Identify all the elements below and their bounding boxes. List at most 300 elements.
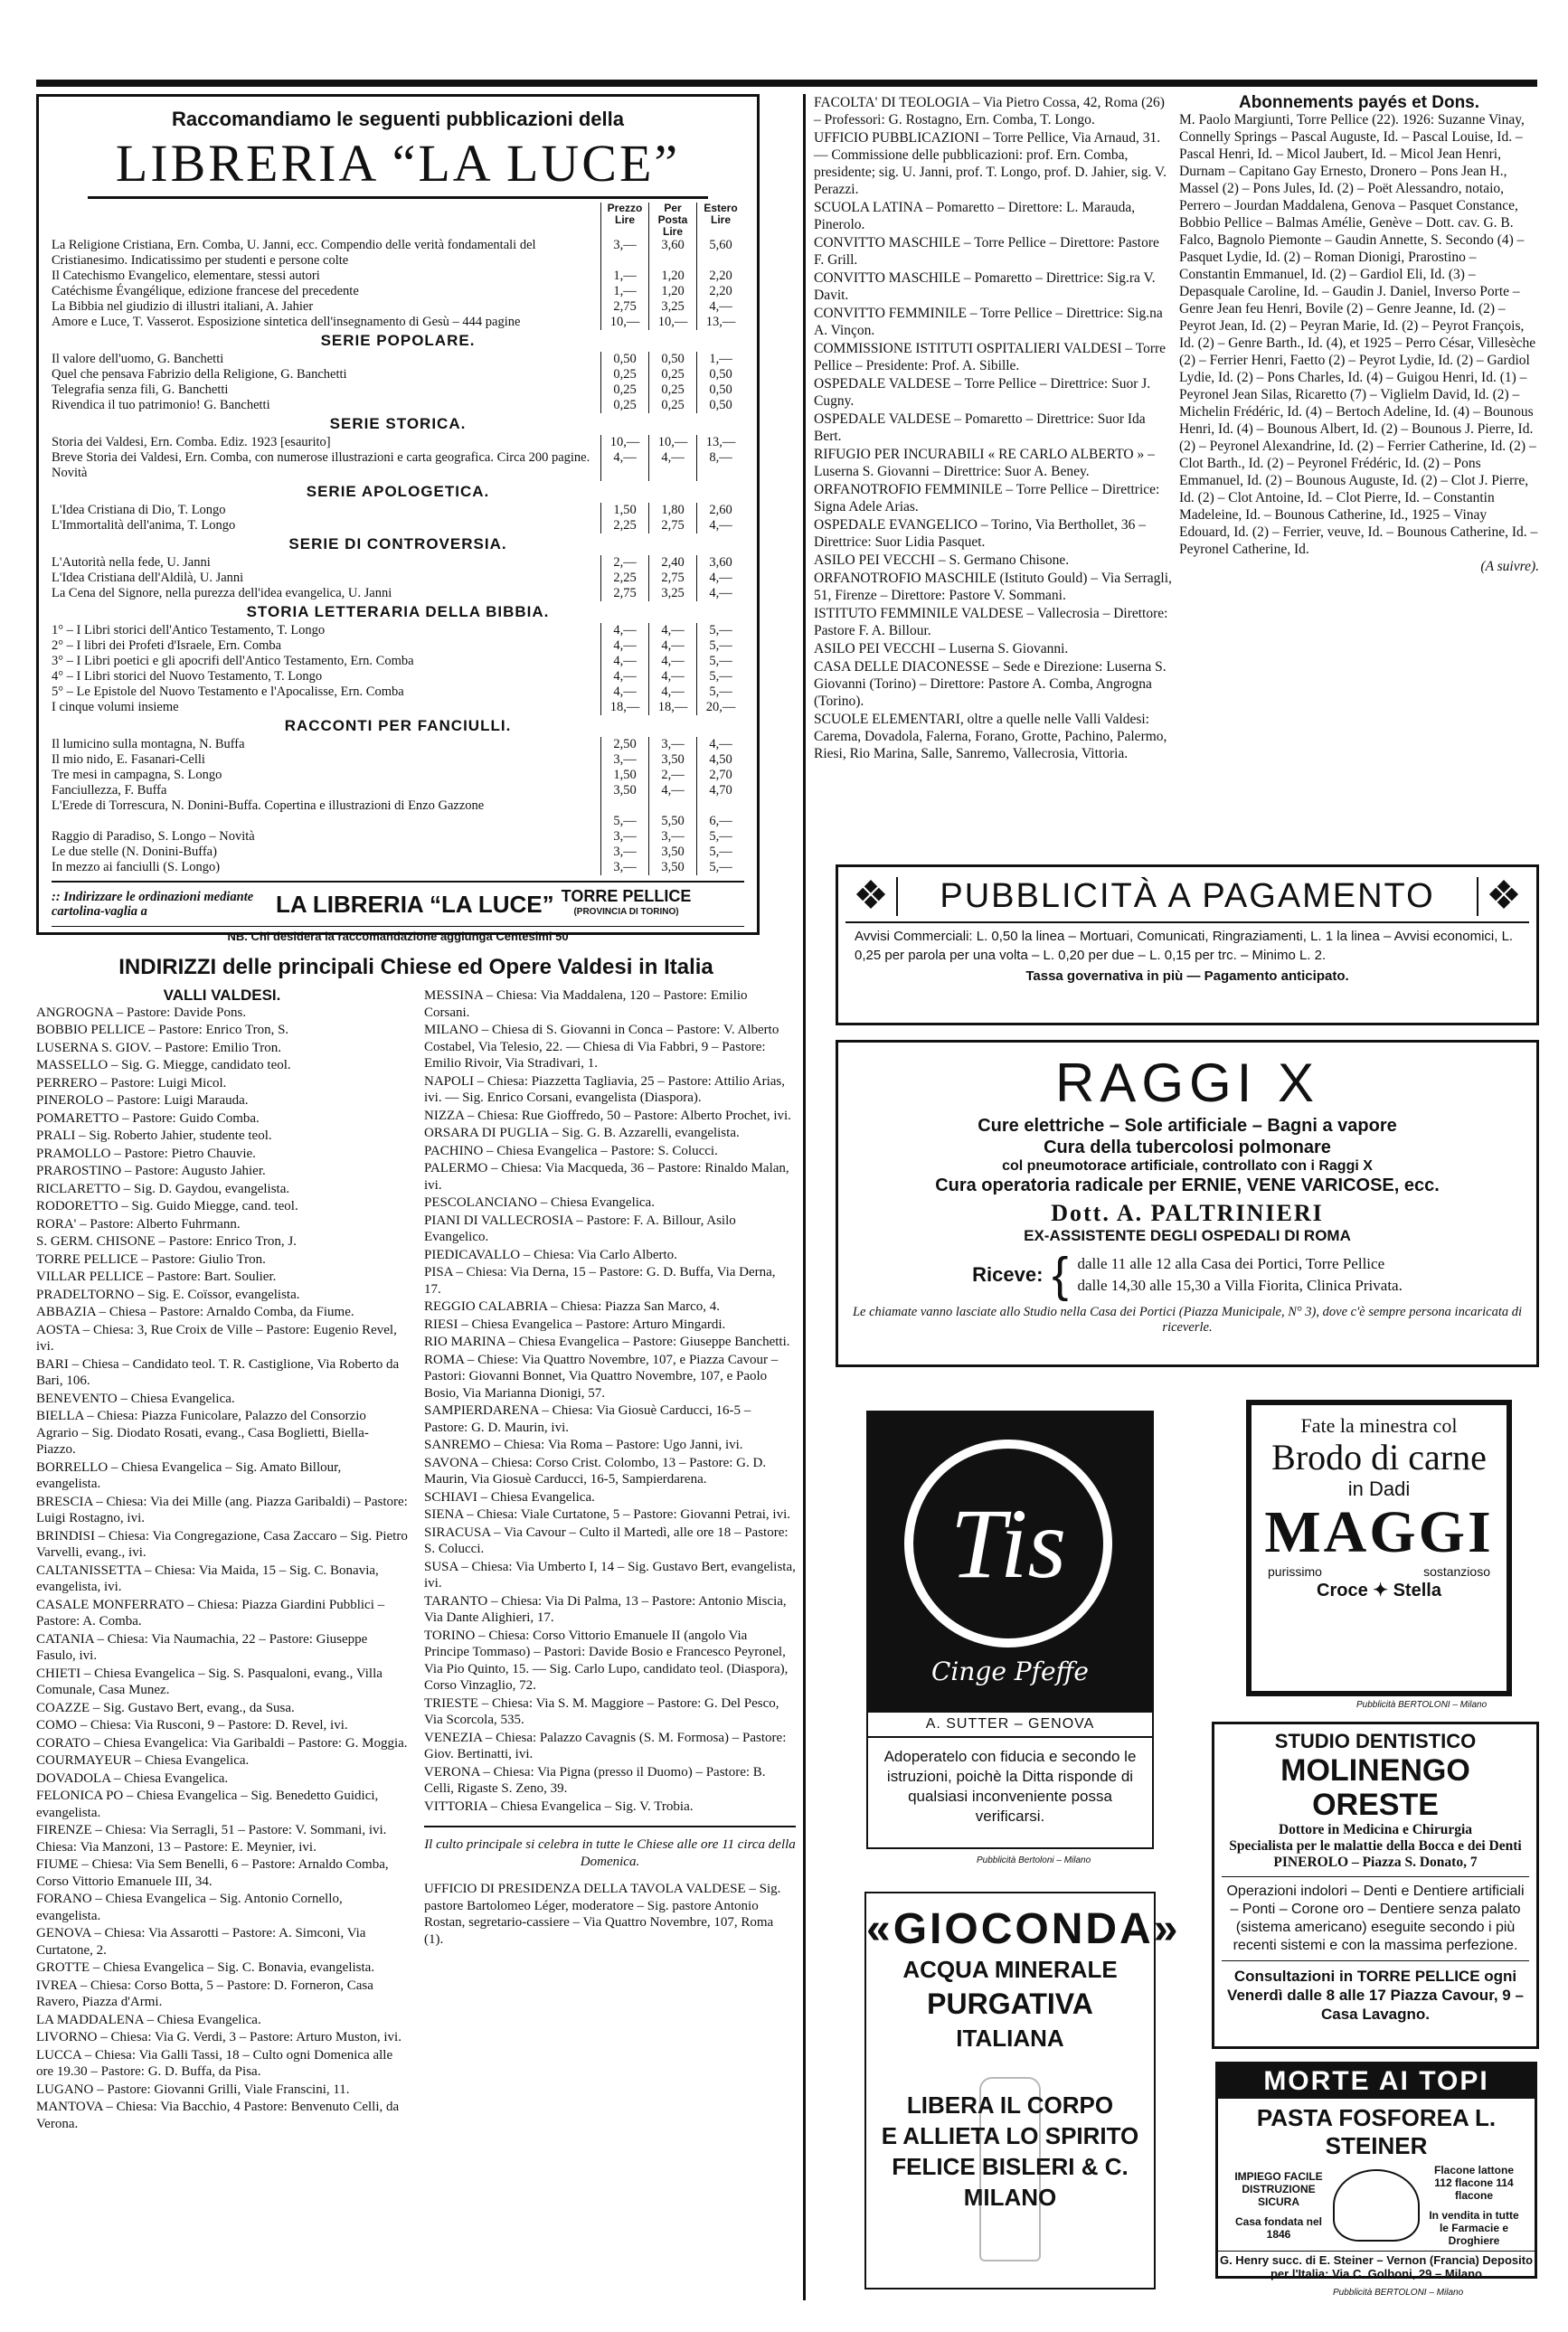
address-entry: ABBAZIA – Chiesa – Pastore: Arnaldo Comba, da Fiume. <box>36 1305 354 1319</box>
book-list <box>52 435 744 481</box>
address-entry: PALERMO – Chiesa: Via Macqueda, 36 – Pastore: Rinaldo Malan, ivi. <box>424 1161 789 1193</box>
tis-logo: Tis <box>904 1440 1112 1648</box>
book-price: 8,— <box>696 450 744 481</box>
book-title: Il Catechismo Evangelico, elementare, stessi autori <box>52 269 320 283</box>
book-price: 5,— <box>696 845 744 860</box>
book-price: 1,80 <box>648 503 696 518</box>
book-price: 18,— <box>648 700 696 715</box>
book-price: 5,— <box>696 860 744 875</box>
book-row <box>52 269 744 284</box>
address-entry: FACOLTA' DI TEOLOGIA – Via Pietro Cossa, 42, Roma (26) – Professori: G. Rostagno, Ern. Comba, T. Longo. <box>814 95 1165 127</box>
book-row <box>52 450 744 481</box>
address-entry: ANGROGNA – Pastore: Davide Pons. <box>36 1005 247 1020</box>
price-headers <box>52 203 744 238</box>
address-entry: RODORETTO – Sig. Guido Miegge, cand. teol. <box>36 1199 298 1213</box>
book-list <box>52 238 744 330</box>
book-list <box>52 555 744 601</box>
address-entry: CALTANISSETTA – Chiesa: Via Maida, 15 – Sig. C. Bonavia, evangelista, ivi. <box>36 1563 379 1594</box>
book-title: Le due stelle (N. Donini-Buffa) <box>52 845 217 859</box>
book-title: I cinque volumi insieme <box>52 700 179 714</box>
book-price: 4,— <box>696 299 744 315</box>
address-entry: PRADELTORNO – Sig. E. Coïssor, evangelista. <box>36 1287 300 1302</box>
maggi-prop: sostanzioso <box>1423 1564 1490 1579</box>
book-price: 5,— <box>696 829 744 845</box>
address-entry: BARI – Chiesa – Candidato teol. T. R. Castiglione, Via Roberto da Bari, 106. <box>36 1356 400 1388</box>
raggi-note: Le chiamate vanno lasciate allo Studio nella Casa dei Portici (Piazza Municipale, N° 3), dove c'è sempre persona incaricata di riceverle. <box>852 1305 1523 1335</box>
topi-credit: Pubblicità BERTOLONI – Milano <box>1333 2288 1464 2298</box>
address-entry: NIZZA – Chiesa: Rue Gioffredo, 50 – Pastore: Alberto Prochet, ivi. <box>424 1108 791 1123</box>
gioconda-line: LIBERA IL CORPO <box>906 2091 1114 2119</box>
maggi-ad <box>1246 1400 1512 1696</box>
address-list <box>36 1005 408 2133</box>
book-price: 4,— <box>600 623 648 638</box>
book-row <box>52 555 744 571</box>
topi-heading: MORTE AI TOPI <box>1218 2064 1535 2099</box>
address-entry: S. GERM. CHISONE – Pastore: Enrico Tron, J. <box>36 1234 297 1249</box>
address-entry: BENEVENTO – Chiesa Evangelica. <box>36 1391 235 1406</box>
address-entry: CASALE MONFERRATO – Chiesa: Piazza Giardini Pubblici – Pastore: A. Comba. <box>36 1597 385 1629</box>
maggi-name: MAGGI <box>1264 1499 1494 1565</box>
book-title: La Cena del Signore, nella purezza dell'idea evangelica, U. Janni <box>52 586 392 600</box>
book-row <box>52 684 744 700</box>
book-price: 10,— <box>648 435 696 450</box>
book-title: L'Immortalità dell'anima, T. Longo <box>52 518 236 533</box>
book-row <box>52 737 744 752</box>
book-title: Quel che pensava Fabrizio della Religione, G. Banchetti <box>52 367 347 382</box>
book-price: 5,— <box>696 669 744 684</box>
book-row <box>52 845 744 860</box>
book-price: 3,60 <box>696 555 744 571</box>
studio-consultazioni: Consultazioni in TORRE PELLICE ogni Venerdì dalle 8 alle 17 Piazza Cavour, 9 – Casa Lavagno. <box>1222 1960 1529 2024</box>
indirizzi-col-1 <box>36 987 408 2133</box>
topi-left <box>1229 2170 1328 2241</box>
address-entry: ROMA – Chiese: Via Quattro Novembre, 107, e Piazza Cavour – Pastori: Giovanni Bonnet, Via Quattro Novembre, 107, e Paolo Bosio, Via Marianna Dionigi, 57. <box>424 1352 779 1401</box>
book-price: 2,75 <box>648 571 696 586</box>
gioconda-line: ACQUA MINERALE <box>902 1956 1118 1983</box>
order-text: :: Indirizzare le ordinazioni mediante cartolina-vaglia a <box>52 890 254 919</box>
book-title: Tre mesi in campagna, S. Longo <box>52 768 222 782</box>
pubblicita-tassa: Tassa governativa in più — Pagamento anticipato. <box>1025 968 1349 984</box>
book-list <box>52 737 744 875</box>
book-title: L'Autorità nella fede, U. Janni <box>52 555 211 570</box>
section-racconti: RACCONTI PER FANCIULLI. <box>284 717 512 734</box>
address-entry: MESSINA – Chiesa: Via Maddalena, 120 – Pastore: Emilio Corsani. <box>424 988 748 1020</box>
book-price: 3,— <box>600 238 648 269</box>
gioconda-name: «GIOCONDA» <box>866 1905 1181 1953</box>
tis-panel <box>868 1412 1152 1713</box>
tis-text: Adoperatelo con fiducia e secondo le istruzioni, poichè la Ditta risponde di qualsiasi inconveniente possa verificarsi. <box>883 1748 1137 1825</box>
book-title: 3° – I Libri poetici e gli apocrifi dell'Antico Testamento, Ern. Comba <box>52 654 414 668</box>
book-price: 0,25 <box>600 367 648 382</box>
maggi-credit: Pubblicità BERTOLONI – Milano <box>1356 1700 1488 1710</box>
maggi-brodo: Brodo di carne <box>1271 1437 1487 1478</box>
book-price: 3,— <box>648 829 696 845</box>
rat-icon <box>1333 2169 1420 2242</box>
book-price: 2,20 <box>696 269 744 284</box>
address-entry: DOVADOLA – Chiesa Evangelica. <box>36 1770 229 1786</box>
book-price: 2,— <box>648 768 696 783</box>
address-entry: SCUOLE ELEMENTARI, oltre a quelle nelle Valli Valdesi: Carema, Dovadola, Falerna, Forano, Grotte, Pachino, Palermo, Riesi, Rio Marina, Salle, Sanremo, Vallecrosia, Vittoria. <box>814 712 1167 761</box>
studio-heading: STUDIO DENTISTICO <box>1274 1730 1477 1752</box>
book-row <box>52 829 744 845</box>
book-price: 2,75 <box>648 518 696 533</box>
price-header: Prezzo Lire <box>600 203 648 238</box>
book-list <box>52 503 744 533</box>
order-line <box>52 881 744 921</box>
address-entry: TORINO – Chiesa: Corso Vittorio Emanuele II (angolo Via Principe Tommaso) – Pastori: Davide Bosio e Francesco Peyronel, Via Pio Quinto, 15. — Sig. Carlo Lupo, candidato teol. (Diaspora), Corso Vinzaglio, 72. <box>424 1628 789 1693</box>
pubblicita-header <box>845 871 1529 923</box>
book-title: L'Idea Cristiana di Dio, T. Longo <box>52 503 226 517</box>
price-header: Estero Lire <box>696 203 744 238</box>
address-entry: VENEZIA – Chiesa: Palazzo Cavagnis (S. M. Formosa) – Pastore: Giov. Bertinatti, ivi. <box>424 1730 787 1761</box>
book-title: L'Idea Cristiana dell'Aldilà, U. Janni <box>52 571 244 585</box>
topi-left-text: IMPIEGO FACILE DISTRUZIONE SICURA <box>1234 2170 1323 2208</box>
gioconda-line: FELICE BISLERI & C. <box>892 2153 1129 2180</box>
book-title: 1° – I Libri storici dell'Antico Testamento, T. Longo <box>52 623 326 637</box>
address-entry: CASA DELLE DIACONESSE – Sede e Direzione: Luserna S. Giovanni (Torino) – Direttore: Pastore A. Comba, Angrogna (Torino). <box>814 659 1167 709</box>
book-row <box>52 700 744 715</box>
raggi-line: Cura della tubercolosi polmonare <box>1044 1138 1331 1157</box>
address-entry: LUCCA – Chiesa: Via Galli Tassi, 18 – Culto ogni Domenica alle ore 19.30 – Pastore: G. D. Buffa, da Pisa. <box>36 2047 393 2079</box>
pubblicita-title: PUBBLICITÀ A PAGAMENTO <box>896 877 1478 916</box>
pubblicita-box <box>836 864 1539 1025</box>
address-entry: PINEROLO – Pastore: Luigi Marauda. <box>36 1093 249 1108</box>
raggi-title: RAGGI X <box>1054 1053 1320 1113</box>
gioconda-line: ITALIANA <box>956 2025 1064 2052</box>
book-price: 5,60 <box>696 238 744 269</box>
maggi-props <box>1257 1564 1501 1579</box>
indirizzi-columns <box>36 987 796 2133</box>
section-popolare: SERIE POPOLARE. <box>320 332 476 349</box>
address-entry: CHIETI – Chiesa Evangelica – Sig. S. Pasqualoni, evang., Villa Comunale, Casa Munez. <box>36 1666 383 1697</box>
topi-footer: G. Henry succ. di E. Steiner – Vernon (Francia) Deposito per l'Italia: Via C. Golboni, 29 – Milano <box>1218 2251 1535 2280</box>
libreria-nb: NB. Chi desidera la raccomandazione aggiunga Centesimi 50 <box>52 926 744 943</box>
book-price: 1,50 <box>600 768 648 783</box>
address-entry: NAPOLI – Chiesa: Piazzetta Tagliavia, 25 – Pastore: Attilio Arias, ivi. — Sig. Enrico Corsani, evangelista (Diaspora). <box>424 1073 786 1105</box>
address-entry: CONVITTO MASCHILE – Torre Pellice – Direttore: Pastore F. Grill. <box>814 235 1159 268</box>
book-price: 0,50 <box>648 352 696 367</box>
book-price: 4,— <box>600 684 648 700</box>
address-entry: ASILO PEI VECCHI – S. Germano Chisone. <box>814 552 1070 568</box>
book-price: 0,50 <box>696 382 744 398</box>
book-title: Storia dei Valdesi, Ern. Comba. Ediz. 1923 [esaurito] <box>52 435 331 449</box>
book-title: Il lumicino sulla montagna, N. Buffa <box>52 737 245 751</box>
address-entry: TARANTO – Chiesa: Via Di Palma, 13 – Pastore: Antonio Miscia, Via Dante Alighieri, 17. <box>424 1593 787 1625</box>
book-price: 4,— <box>648 450 696 481</box>
maggi-dadi: in Dadi <box>1347 1478 1411 1500</box>
address-entry: RORA' – Pastore: Alberto Fuhrmann. <box>36 1216 241 1232</box>
address-entry: BRINDISI – Chiesa: Via Congregazione, Casa Zaccaro – Sig. Pietro Varvelli, evang., ivi. <box>36 1528 408 1560</box>
valli-title: VALLI VALDESI. <box>163 987 281 1004</box>
raggi-x-ad <box>836 1040 1539 1367</box>
libreria-box <box>36 94 760 943</box>
book-price: 3,— <box>600 845 648 860</box>
book-price: 3,60 <box>648 238 696 269</box>
book-row <box>52 860 744 875</box>
address-entry: TORRE PELLICE – Pastore: Giulio Tron. <box>36 1251 266 1267</box>
book-title: L'Erede di Torrescura, N. Donini-Buffa. Copertina e illustrazioni di Enzo Gazzone <box>52 798 485 813</box>
book-title: Rivendica il tuo patrimonio! G. Banchetti <box>52 398 270 412</box>
order-place-name: TORRE PELLICE <box>561 887 692 905</box>
abonnements-suivre: (A suivre). <box>1480 559 1539 574</box>
book-price: 3,— <box>600 829 648 845</box>
address-entry: IVREA – Chiesa: Corso Botta, 5 – Pastore: D. Forneron, Casa Ravero, Piazza d'Armi. <box>36 1978 373 2009</box>
book-price: 3,— <box>600 860 648 875</box>
book-price: 2,25 <box>600 518 648 533</box>
book-price: 3,50 <box>648 860 696 875</box>
book-price: 1,20 <box>648 269 696 284</box>
riceve-hours <box>1077 1253 1402 1297</box>
address-entry: CONVITTO FEMMINILE – Torre Pellice – Direttrice: Sig.na A. Vinçon. <box>814 306 1163 338</box>
section-controversia: SERIE DI CONTROVERSIA. <box>288 535 507 552</box>
maggi-croce-stella: Croce ✦ Stella <box>1317 1581 1441 1600</box>
address-entry: GROTTE – Chiesa Evangelica – Sig. C. Bonavia, evangelista. <box>36 1960 375 1975</box>
section-storica: SERIE STORICA. <box>329 415 467 432</box>
book-row <box>52 783 744 798</box>
address-entry: COAZZE – Sig. Gustavo Bert, evang., da Susa. <box>36 1700 295 1715</box>
istituti-list <box>814 94 1172 762</box>
maggi-prop: purissimo <box>1268 1564 1322 1579</box>
raggi-line: Cura operatoria radicale per ERNIE, VENE VARICOSE, ecc. <box>935 1175 1440 1195</box>
address-entry: PISA – Chiesa: Via Derna, 15 – Pastore: G. D. Buffa, Via Derna, 17. <box>424 1265 776 1297</box>
top-rule <box>36 80 1537 87</box>
address-entry: SAMPIERDARENA – Chiesa: Via Giosuè Carducci, 16-5 – Pastore: G. D. Maurin, ivi. <box>424 1403 751 1435</box>
book-price: 4,— <box>648 669 696 684</box>
studio-specialty: Specialista per le malattie della Bocca e dei Denti <box>1229 1838 1522 1854</box>
maggi-fate: Fate la minestra col <box>1300 1414 1458 1437</box>
tis-ad <box>866 1411 1154 1849</box>
book-price: 4,— <box>696 586 744 601</box>
topi-right-text: Flacone lattone 112 flacone 114 flacone <box>1433 2164 1514 2202</box>
address-entry: BIELLA – Chiesa: Piazza Funicolare, Palazzo del Consorzio Agrario – Sig. Diodato Rosati, evang., Casa Boglietti, Biella-Piazzo. <box>36 1409 369 1457</box>
book-price: 4,— <box>648 783 696 798</box>
book-price: 2,50 <box>600 737 648 752</box>
book-title: Il mio nido, E. Fasanari-Celli <box>52 752 205 767</box>
topi-name: PASTA FOSFOREA L. STEINER <box>1256 2104 1497 2159</box>
book-price: 3,— <box>600 752 648 768</box>
book-price: 2,60 <box>696 503 744 518</box>
tis-company: A. SUTTER – GENOVA <box>868 1713 1152 1738</box>
address-entry: FIUME – Chiesa: Via Sem Benelli, 6 – Pastore: Arnaldo Comba, Corso Vittorio Emanuele III, 34. <box>36 1857 389 1889</box>
book-price: 3,25 <box>648 299 696 315</box>
address-entry: FELONICA PO – Chiesa Evangelica – Sig. Benedetto Guidici, evangelista. <box>36 1789 379 1820</box>
book-price: 4,— <box>600 638 648 654</box>
book-price: 4,— <box>648 654 696 669</box>
book-title <box>52 814 600 829</box>
address-entry: VERONA – Chiesa: Via Pigna (presso il Duomo) – Pastore: B. Celli, Rigaste S. Zeno, 39. <box>424 1764 766 1796</box>
address-entry: REGGIO CALABRIA – Chiesa: Piazza San Marco, 4. <box>424 1299 721 1314</box>
gioconda-line: E ALLIETA LO SPIRITO <box>881 2122 1139 2149</box>
book-price: 5,50 <box>648 814 696 829</box>
book-price: 3,50 <box>600 783 648 798</box>
book-price: 1,50 <box>600 503 648 518</box>
book-price: 3,50 <box>648 752 696 768</box>
order-province: (PROVINCIA DI TORINO) <box>573 907 679 917</box>
address-entry: LUSERNA S. GIOV. – Pastore: Emilio Tron. <box>36 1040 282 1055</box>
address-entry: CORATO – Chiesa Evangelica: Via Garibaldi – Pastore: G. Moggia. <box>36 1735 408 1751</box>
book-title: Breve Storia dei Valdesi, Ern. Comba, con numerose illustrazioni e carta geografica. Circa 200 pagine. Novità <box>52 450 590 480</box>
address-entry: SIENA – Chiesa: Viale Curtatone, 5 – Pastore: Giovanni Petrai, ivi. <box>424 1507 791 1522</box>
topi-vendita: In vendita in tutte le Farmacie e Droghiere <box>1429 2209 1519 2247</box>
order-name: LA LIBRERIA “LA LUCE” <box>276 890 554 918</box>
address-entry: TRIESTE – Chiesa: Via S. M. Maggiore – Pastore: G. Del Pesco, Via Scorcola, 535. <box>424 1695 779 1727</box>
book-price: 2,75 <box>600 586 648 601</box>
book-price: 13,— <box>696 435 744 450</box>
book-price: 1,— <box>696 352 744 367</box>
address-entry: MASSELLO – Sig. G. Miegge, candidato teol. <box>36 1058 291 1072</box>
address-entry: LA MADDALENA – Chiesa Evangelica. <box>36 2012 261 2027</box>
libreria-intro: Raccomandiamo le seguenti pubblicazioni della <box>172 108 624 130</box>
book-title: 2° – I libri dei Profeti d'Israele, Ern. Comba <box>52 638 282 653</box>
address-entry: SCHIAVI – Chiesa Evangelica. <box>424 1489 595 1505</box>
book-price: 4,70 <box>696 783 744 798</box>
address-entry: BRESCIA – Chiesa: Via dei Mille (ang. Piazza Garibaldi) – Pastore: Luigi Rostagno, ivi. <box>36 1494 408 1525</box>
book-title: Amore e Luce, T. Vasserot. Esposizione sintetica dell'insegnamento di Gesù – 444 pagine <box>52 315 521 329</box>
book-row <box>52 814 744 829</box>
book-row <box>52 367 744 382</box>
column-separator <box>803 94 806 2300</box>
book-row <box>52 571 744 586</box>
tis-signature: Cinge Pfeffe <box>931 1657 1089 1686</box>
address-entry: OSPEDALE VALDESE – Torre Pellice – Direttrice: Suor J. Cugny. <box>814 376 1151 409</box>
book-price: 4,— <box>696 737 744 752</box>
book-price: 10,— <box>600 435 648 450</box>
address-entry: ORFANOTROFIO FEMMINILE – Torre Pellice – Direttrice: Signa Adele Arias. <box>814 482 1160 515</box>
brace-icon: { <box>1052 1248 1069 1302</box>
book-row <box>52 238 744 269</box>
book-price: 2,20 <box>696 284 744 299</box>
riceve-line: dalle 14,30 alle 15,30 a Villa Fiorita, Clinica Privata. <box>1077 1277 1403 1294</box>
riceve-label: Riceve: <box>972 1263 1044 1286</box>
price-header: Per Posta Lire <box>648 203 696 238</box>
address-entry: PRALI – Sig. Roberto Jahier, studente teol. <box>36 1128 272 1143</box>
address-entry: OSPEDALE EVANGELICO – Torino, Via Berthollet, 36 – Direttrice: Suor Lidia Pasquet. <box>814 517 1146 550</box>
culto-note: Il culto principale si celebra in tutte le Chiese alle ore 11 circa della Domenica. <box>424 1826 796 1870</box>
istituti-column <box>814 94 1172 863</box>
book-price: 4,— <box>648 638 696 654</box>
book-price: 4,— <box>600 450 648 481</box>
address-entry: LUGANO – Pastore: Giovanni Grilli, Viale Franscini, 11. <box>36 2082 350 2097</box>
riceve-line: dalle 11 alle 12 alla Casa dei Portici, Torre Pellice <box>1077 1255 1385 1272</box>
book-price: 2,25 <box>600 571 648 586</box>
address-entry: SUSA – Chiesa: Via Umberto I, 14 – Sig. Gustavo Bert, evangelista, ivi. <box>424 1559 796 1591</box>
book-price: 0,50 <box>696 367 744 382</box>
address-list <box>424 987 796 1815</box>
address-entry: MANTOVA – Chiesa: Via Bacchio, 4 Pastore: Benvenuto Celli, da Verona. <box>36 2100 400 2131</box>
address-entry: PACHINO – Chiesa Evangelica – Pastore: S. Colucci. <box>424 1143 718 1158</box>
studio-services: Operazioni indolori – Denti e Dentiere artificiali – Ponti – Corone oro – Dentiere senza palato (sistema americano) eseguite secondo i più recenti sistemi e con la massima perfezione. <box>1222 1876 1529 1955</box>
book-list <box>52 352 744 413</box>
book-price: 3,50 <box>648 845 696 860</box>
book-price <box>600 798 648 814</box>
book-price: 4,50 <box>696 752 744 768</box>
book-row <box>52 586 744 601</box>
book-row <box>52 435 744 450</box>
book-row <box>52 352 744 367</box>
book-row <box>52 654 744 669</box>
book-title: 4° – I Libri storici del Nuovo Testamento, T. Longo <box>52 669 323 684</box>
book-row <box>52 315 744 330</box>
bottle-icon <box>979 2077 1041 2261</box>
book-price: 0,25 <box>648 382 696 398</box>
address-entry: AOSTA – Chiesa: 3, Rue Croix de Ville – Pastore: Eugenio Revel, ivi. <box>36 1322 397 1354</box>
book-price: 4,— <box>600 654 648 669</box>
ornament-icon: ❖ <box>1486 873 1522 918</box>
book-price: 6,— <box>696 814 744 829</box>
address-entry: PIANI DI VALLECROSIA – Pastore: F. A. Billour, Asilo Evangelico. <box>424 1213 736 1244</box>
address-entry: SANREMO – Chiesa: Via Roma – Pastore: Ugo Janni, ivi. <box>424 1438 743 1452</box>
indirizzi-title: INDIRIZZI delle principali Chiese ed Opere Valdesi in Italia <box>118 955 713 979</box>
address-entry: CATANIA – Chiesa: Via Naumachia, 22 – Pastore: Giuseppe Fasulo, ivi. <box>36 1631 368 1663</box>
address-entry: SAVONA – Chiesa: Corso Crist. Colombo, 13 – Pastore: G. D. Maurin, Via Giosuè Carducci, 16-5, Sampierdarena. <box>424 1455 767 1487</box>
raggi-line: Cure elettriche – Sole artificiale – Bagni a vapore <box>978 1116 1397 1136</box>
book-price: 20,— <box>696 700 744 715</box>
address-entry: RIO MARINA – Chiesa Evangelica – Pastore: Giuseppe Banchetti. <box>424 1335 790 1349</box>
book-price: 5,— <box>696 684 744 700</box>
gioconda-line: MILANO <box>963 2184 1057 2211</box>
book-row <box>52 299 744 315</box>
studio-degree: Dottore in Medicina e Chirurgia <box>1278 1822 1473 1837</box>
address-entry: POMARETTO – Pastore: Guido Comba. <box>36 1110 260 1126</box>
order-place <box>562 888 692 921</box>
address-entry: PESCOLANCIANO – Chiesa Evangelica. <box>424 1195 655 1210</box>
book-price <box>696 798 744 814</box>
book-row <box>52 284 744 299</box>
book-row <box>52 752 744 768</box>
address-entry: CONVITTO MASCHILE – Pomaretto – Direttrice: Sig.ra V. Davit. <box>814 270 1156 303</box>
gioconda-ad <box>864 1892 1181 2290</box>
address-entry: SIRACUSA – Via Cavour – Culto il Martedì, alle ore 18 – Pastore: S. Colucci. <box>424 1525 789 1556</box>
raggi-line: col pneumotorace artificiale, controllato con i Raggi X <box>1002 1158 1373 1174</box>
book-price: 0,25 <box>600 382 648 398</box>
abonnements-title: Abonnements payés et Dons. <box>1238 93 1480 112</box>
book-price: 5,— <box>600 814 648 829</box>
book-price: 2,— <box>600 555 648 571</box>
book-price: 10,— <box>600 315 648 330</box>
gioconda-line: PURGATIVA <box>927 1987 1093 2020</box>
book-title: Il valore dell'uomo, G. Banchetti <box>52 352 224 366</box>
book-price: 4,— <box>600 669 648 684</box>
address-entry: ORFANOTROFIO MASCHILE (Istituto Gould) – Via Serragli, 51, Firenze – Direttore: Pastore V. Sommani. <box>814 571 1172 603</box>
book-row <box>52 638 744 654</box>
address-entry: PERRERO – Pastore: Luigi Micol. <box>36 1075 227 1090</box>
studio-dentistico-ad <box>1212 1722 1539 2049</box>
address-entry: RIFUGIO PER INCURABILI « RE CARLO ALBERTO » – Luserna S. Giovanni – Direttrice: Suor A. Beney. <box>814 447 1155 479</box>
book-price: 4,— <box>648 623 696 638</box>
topi-right <box>1424 2164 1524 2247</box>
book-row <box>52 382 744 398</box>
raggi-doctor: Dott. A. PALTRINIERI <box>1051 1200 1324 1226</box>
tis-credit: Pubblicità Bertoloni – Milano <box>977 1855 1091 1865</box>
book-title: Catéchisme Évangélique, edizione francese del precedente <box>52 284 359 298</box>
book-row <box>52 503 744 518</box>
book-price: 0,50 <box>696 398 744 413</box>
address-entry: ISTITUTO FEMMINILE VALDESE – Vallecrosia – Direttore: Pastore F. A. Billour. <box>814 606 1168 638</box>
book-price: 10,— <box>648 315 696 330</box>
book-price: 2,70 <box>696 768 744 783</box>
book-price: 5,— <box>696 623 744 638</box>
address-entry: RIESI – Chiesa Evangelica – Pastore: Arturo Mingardi. <box>424 1317 726 1332</box>
ufficio-presidenza: UFFICIO DI PRESIDENZA DELLA TAVOLA VALDESE – Sig. pastore Bartolomeo Léger, moderatore – Sig. pastore Antonio Rostan, segretario-cassiere – Via Quattro Novembre, 107, Roma (1). <box>424 1882 781 1947</box>
address-entry: PRAROSTINO – Pastore: Augusto Jahier. <box>36 1164 266 1178</box>
address-entry: SCUOLA LATINA – Pomaretto – Direttore: L. Marauda, Pinerolo. <box>814 200 1136 232</box>
studio-name: MOLINENGO ORESTE <box>1280 1753 1470 1822</box>
raggi-riceve <box>851 1248 1524 1302</box>
left-column <box>36 94 796 2300</box>
section-bibbia: STORIA LETTERARIA DELLA BIBBIA. <box>246 603 550 620</box>
abonnements-text: M. Paolo Margiunti, Torre Pellice (22). 1926: Suzanne Vinay, Connelly Springs – Pascal Auguste, Id. – Pascal Louise, Id. – Pascal Henri, Id. – Micol Jaubert, Id. – Micol Jean Henri, Durnam – Capitano Gay Ernesto, Dronero – Pons Jean H., Massel (2) – Pons Jules, Id. (2) – Poët Alessandro, notaio, Perrero – Jourdan Maddalena, Genova – Pasquet Constance, Bobbio Pellice – Balmas Amélie, Genève – Dott. cav. G. B. Falco, Bagnolo Piemonte – Gaudin Annette, S. Secondo (4) – Pasquet Lydie, Id. (2) – Roman Dionigi, Prarostino – Constantin Emmanuel, Id. (2) – Gardiol Eli, Id. (3) – Depasquale Caroline, Id. – Gaudin J. Daniel, Inverso Porte – Genre Jean feu Henri, Bovile (2) – Genre Jeanne, Id. (2) – Peyrot Jean, Id. (2) – Peyran Marie, Id. (2) – Peyrot François, Id. (2) – Genre Barth., Id. (4), et 1925 – Perro César, Villesèche (2) – Ferrier Henri, Faetto (2) – Peyrot Lydie, Id. (2) – Gardiol Lydie, Id. (2) – Pons Charles, Id. (4) – Guigou Henri, Id. (1) – Peyronel Jean Silas, Ricaretto (7) – Viglielm David, Id. (2) – Michelin Frédéric, Id. (4) – Bertoch Adeline, Id. (4) – Bounous Henri, Id. (4) – Bounous Albert, Id. (2) – Bounous J. Pierre, Id. (2) – Peyronel Alexandrine, Id. (2) – Ferrier Catherine, Id. (2) – Clot Barth., Id. (2) – Peyronel Frédéric, Id. (2) – Pons Emmanuel, Id. (2) – Bounous Auguste, Id. (2) – Clot J. Pierre, Id. (2) – Clot Antoine, Id. – Clot Pierre, Id. – Constantin Madeleine, Id. – Bounous Catherine, Id., 1925 – Vinay Edouard, Id. (2) – Ferrier, veuve, Id. – Bounous Catherine, Id. – Peyronel Catherine, Id. <box>1179 112 1538 557</box>
book-price: 1,— <box>600 284 648 299</box>
